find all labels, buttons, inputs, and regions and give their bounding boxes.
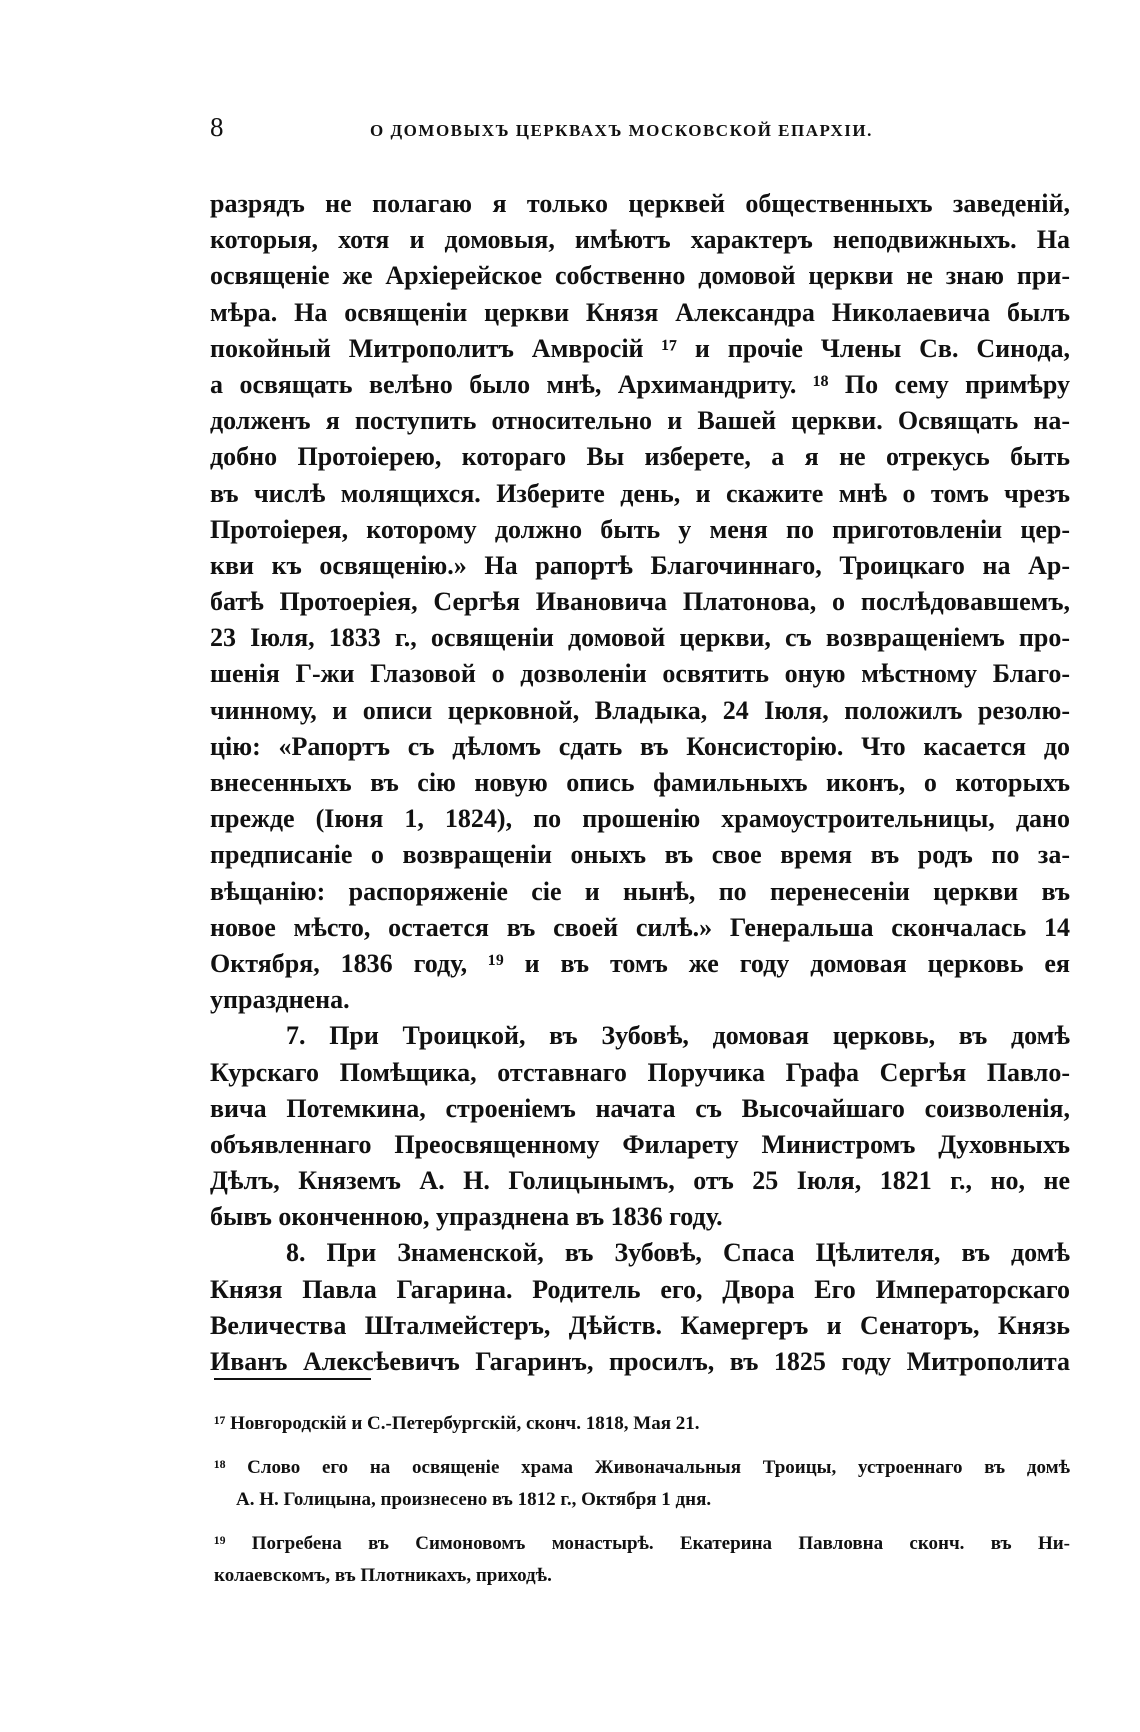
text-line: покойный Митрополитъ Амвросій ¹⁷ и прочіе Члены Св. Синода, [210, 333, 1070, 363]
paragraph-start-line: 7. При Троицкой, въ Зубовѣ, домовая церковь, въ домѣ [286, 1021, 1070, 1051]
text-line: батѣ Протоеріея, Сергѣя Ивановича Платонова, о послѣдовавшемъ, [210, 587, 1070, 617]
text-line: объявленнаго Преосвященному Филарету Министромъ Духовныхъ [210, 1129, 1070, 1159]
text-line: мѣра. На освященіи церкви Князя Александра Николаевича былъ [210, 297, 1070, 327]
text-line: кви къ освященію.» На рапортѣ Благочиннаго, Троицкаго на Ар- [210, 550, 1070, 580]
text-line: цію: «Рапортъ съ дѣломъ сдать въ Консисторію. Что касается до [210, 731, 1070, 761]
text-line: Курскаго Помѣщика, отставнаго Поручика Графа Сергѣя Павло- [210, 1057, 1070, 1087]
text-line: а освящать велѣно было мнѣ, Архимандриту. ¹⁸ По сему примѣру [210, 369, 1070, 399]
running-title: О ДОМОВЫХЪ ЦЕРКВАХЪ МОСКОВСКОЙ ЕПАРХІИ. [370, 121, 873, 140]
text-line: новое мѣсто, остается въ своей силѣ.» Генеральша скончалась 14 [210, 912, 1070, 942]
footnote-divider [214, 1378, 371, 1380]
text-line: освященіе же Архіерейское собственно домовой церкви не знаю при- [210, 261, 1070, 291]
footnote-19: ¹⁹ Погребена въ Симоновомъ монастырѣ. Екатерина Павловна сконч. въ Ни- [214, 1533, 1070, 1554]
text-line: упразднена. [210, 985, 350, 1015]
footnote-17: ¹⁷ Новгородскій и С.-Петербургскій, сконч. 1818, Мая 21. [214, 1413, 700, 1434]
text-line: Князя Павла Гагарина. Родитель его, Двора Его Императорскаго [210, 1274, 1070, 1304]
text-line: шенія Г-жи Глазовой о дозволеніи освятить оную мѣстному Благо- [210, 659, 1070, 689]
paragraph-start-line: 8. При Знаменской, въ Зубовѣ, Спаса Цѣлителя, въ домѣ [286, 1238, 1070, 1268]
footnotes [214, 1408, 1070, 1592]
text-line: Дѣлъ, Княземъ А. Н. Голицынымъ, отъ 25 Іюля, 1821 г., но, не [210, 1166, 1070, 1196]
page-header [210, 112, 1070, 152]
footnote-19-continuation: колаевскомъ, въ Плотникахъ, приходѣ. [214, 1565, 552, 1586]
text-line: 23 Іюля, 1833 г., освященіи домовой церкви, съ возвращеніемъ про- [210, 623, 1070, 653]
text-line: внесенныхъ въ сію новую опись фамильныхъ иконъ, о которыхъ [210, 768, 1070, 797]
text-line: Величества Шталмейстеръ, Дѣйств. Камергеръ и Сенаторъ, Князь [210, 1310, 1070, 1340]
footnote-18-continuation: А. Н. Голицына, произнесено въ 1812 г., Октября 1 дня. [236, 1489, 712, 1510]
text-line: чинному, и описи церковной, Владыка, 24 Іюля, положилъ резолю- [210, 695, 1070, 725]
text-line: бывъ оконченною, упразднена въ 1836 году. [210, 1202, 723, 1232]
text-line: вича Потемкина, строеніемъ начата съ Высочайшаго соизволенія, [210, 1093, 1070, 1123]
text-line: которыя, хотя и домовыя, имѣютъ характеръ неподвижныхъ. На [210, 225, 1070, 255]
text-line: предписаніе о возвращеніи оныхъ въ свое время въ родъ по за- [210, 840, 1070, 870]
body-text [210, 186, 1070, 1380]
text-line: Протоіерея, которому должно быть у меня по приготовленіи цер- [210, 514, 1070, 544]
text-line: вѣщанію: распоряженіе сіе и нынѣ, по перенесеніи церкви въ [210, 876, 1070, 906]
page-number: 8 [210, 112, 224, 142]
text-line: въ числѣ молящихся. Изберите день, и скажите мнѣ о томъ чрезъ [210, 478, 1070, 508]
text-line: добно Протоіерею, котораго Вы изберете, а я не отрекусь быть [210, 442, 1070, 472]
text-line: долженъ я поступить относительно и Вашей церкви. Освящать на- [210, 406, 1070, 436]
text-line: прежде (Іюня 1, 1824), по прошенію храмоустроительницы, дано [210, 804, 1070, 834]
footnote-18: ¹⁸ Слово его на освященіе храма Живоначальныя Троицы, устроеннаго въ домѣ [214, 1457, 1070, 1478]
text-line: Октября, 1836 году, ¹⁹ и въ томъ же году домовая церковь ея [210, 948, 1070, 978]
text-line: Иванъ Алексѣевичъ Гагаринъ, просилъ, въ 1825 году Митрополита [210, 1347, 1070, 1376]
text-line: разрядъ не полагаю я только церквей общественныхъ заведеній, [210, 189, 1070, 218]
